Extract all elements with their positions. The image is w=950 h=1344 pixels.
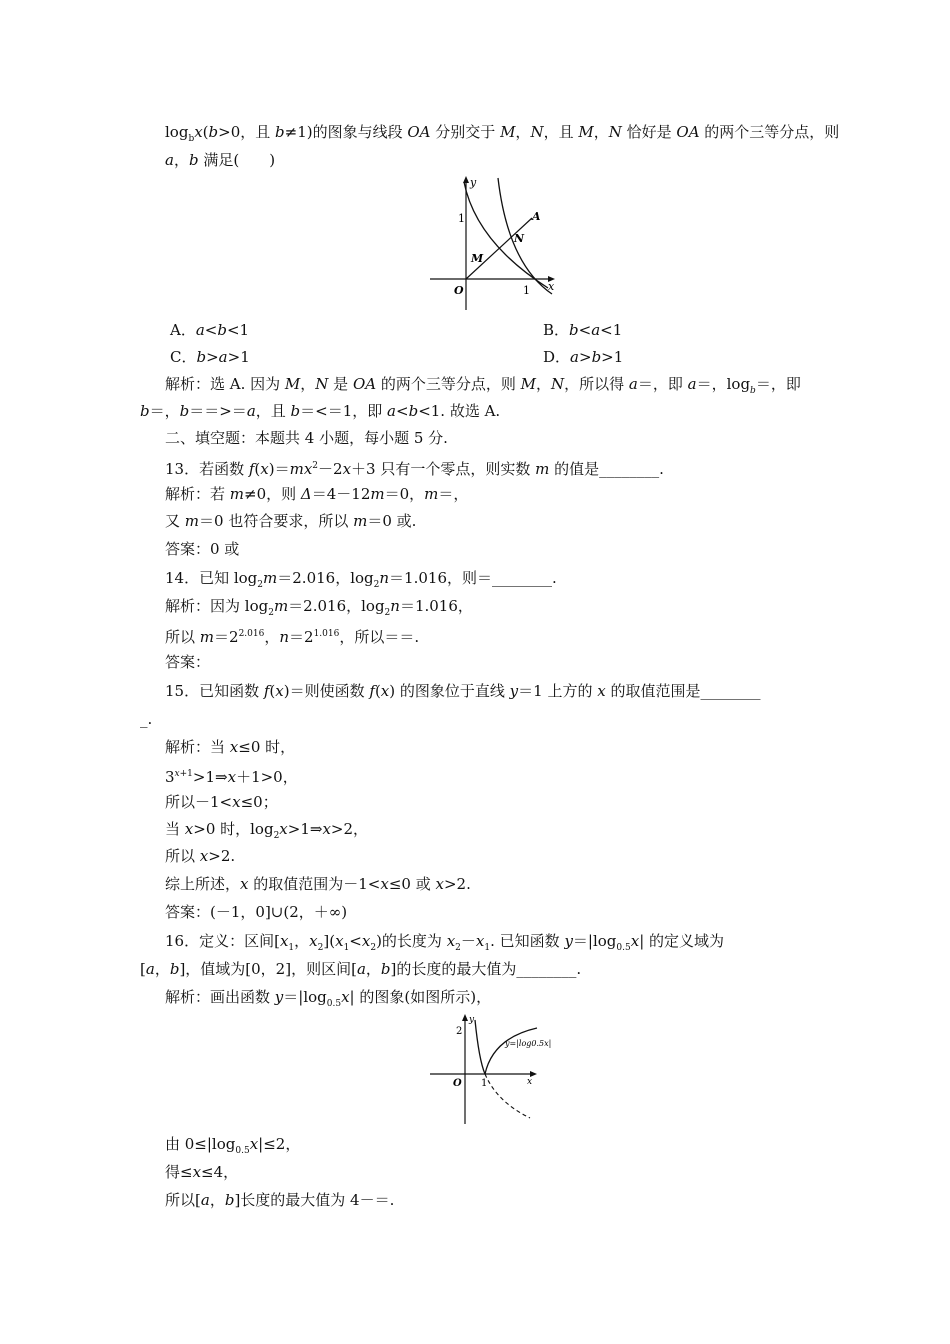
q12-stem-line2: a，b 满足( ) [165, 151, 276, 169]
q13-analysis2: 又 m＝0 也符合要求，所以 m＝0 或. [165, 512, 417, 530]
q12-origin-label: O [454, 284, 464, 297]
q16-y-label: y [469, 1015, 475, 1025]
q14-answer: 答案： [165, 653, 211, 671]
q13-answer: 答案：0 或 [165, 540, 240, 558]
q15-analysis5: 所以 x>2. [165, 847, 236, 865]
point-M-label: M [471, 252, 484, 265]
curve-log-b [498, 178, 552, 294]
q12-option-b: B．b<a<1 [543, 321, 623, 339]
q12-analysis-line1: 解析：选 A. 因为 M，N 是 OA 的两个三等分点，则 M，N，所以得 a＝，即 a＝，$\log_b=$，即 [165, 375, 801, 396]
q16-y-axis-arrow [462, 1014, 468, 1021]
q13-analysis1: 解析：若 m≠0，则 Δ＝4－12m＝0，m＝， [165, 485, 469, 503]
q13-stem: 13．若函数 $f(x)=mx^2-2x+3$ 只有一个零点，则实数 m 的值是________. [165, 460, 664, 478]
q15-stem2: _. [140, 710, 153, 728]
q16-one-label: 1 [481, 1078, 488, 1089]
q16-origin-label: O [453, 1078, 462, 1089]
q12-option-c: C．b>a>1 [170, 348, 250, 366]
q16-curve-right [485, 1028, 537, 1074]
q14-stem: 14．已知 $\log_2m=2.016$，$\log_2n=1.016$，则＝________. [165, 569, 557, 590]
q16-analysis1: 解析：画出函数 $y=|\log_{0.5}x|$ 的图象(如图所示)， [165, 988, 492, 1009]
q14-analysis2: 所以 $m=2^{2.016}$，$n=2^{1.016}$，所以＝＝. [165, 628, 420, 646]
q15-stem1: 15．已知函数 f(x)＝则使函数 f(x) 的图象位于直线 y＝1 上方的 x 的取值范围是________ [165, 682, 761, 700]
q12-one-x-label: 1 [523, 284, 530, 297]
q15-analysis4: 当 x>0 时，$\log_2x>1\Rightarrow x>2$， [165, 820, 369, 841]
q15-analysis1: 解析：当 x≤0 时， [165, 738, 296, 756]
q16-two-label: 2 [456, 1026, 463, 1037]
q15-analysis2: $3^{x+1}>1\Rightarrow x+1>0$， [165, 768, 298, 786]
q16-figure [425, 1010, 555, 1128]
q15-analysis6: 综上所述，x 的取值范围为－1<x≤0 或 x>2. [165, 875, 471, 893]
q15-answer: 答案：(－1，0]∪(2，＋∞) [165, 903, 348, 921]
point-N-label: N [514, 232, 525, 245]
q12-one-y-label: 1 [458, 212, 465, 225]
q12-figure [420, 172, 560, 314]
q16-curve-dashed [485, 1074, 533, 1118]
q16-curve-left [475, 1020, 485, 1074]
q16-analysis2: 由 $0\le|\log_{0.5}x|\le 2$， [165, 1135, 301, 1156]
q12-x-label: x [548, 280, 555, 293]
curve-exp-a [464, 182, 548, 288]
point-A-label: A [532, 210, 541, 223]
q12-stem-line1: $\log_bx(b>0$，且 b≠1)的图象与线段 OA 分别交于 M，N，且 M，N 恰好是 OA 的两个三等分点，则 [165, 123, 840, 144]
q14-analysis1: 解析：因为 $\log_2m=2.016$，$\log_2n=1.016$， [165, 597, 473, 618]
q16-analysis3: 得≤x≤4， [165, 1163, 239, 1181]
q12-y-label: y [470, 176, 477, 189]
q12-y-axis-arrow [463, 176, 469, 183]
q16-analysis4: 所以[a，b]长度的最大值为 4－＝. [165, 1191, 395, 1209]
q15-analysis3: 所以－1<x≤0； [165, 793, 278, 811]
q16-stem2: [a，b]，值域为[0，2]，则区间[a，b]的长度的最大值为________. [140, 960, 582, 978]
section-title: 二、填空题：本题共 4 小题，每小题 5 分. [165, 429, 448, 447]
q12-option-d: D．a>b>1 [543, 348, 624, 366]
q16-stem1: 16．定义：区间[$x_1$，$x_2](x_1<x_2)$的长度为 $x_2-x_1$. 已知函数 $y=|\log_{0.5}x|$ 的定义域为 [165, 932, 725, 953]
q16-x-label: x [527, 1077, 533, 1087]
q12-analysis-line2: b＝，b＝＝>＝a，且 b＝<＝1，即 a<b<1. 故选 A. [140, 402, 501, 420]
q12-option-a: A．a<b<1 [170, 321, 250, 339]
q16-curve-label: y=|log0.5x| [505, 1039, 552, 1048]
